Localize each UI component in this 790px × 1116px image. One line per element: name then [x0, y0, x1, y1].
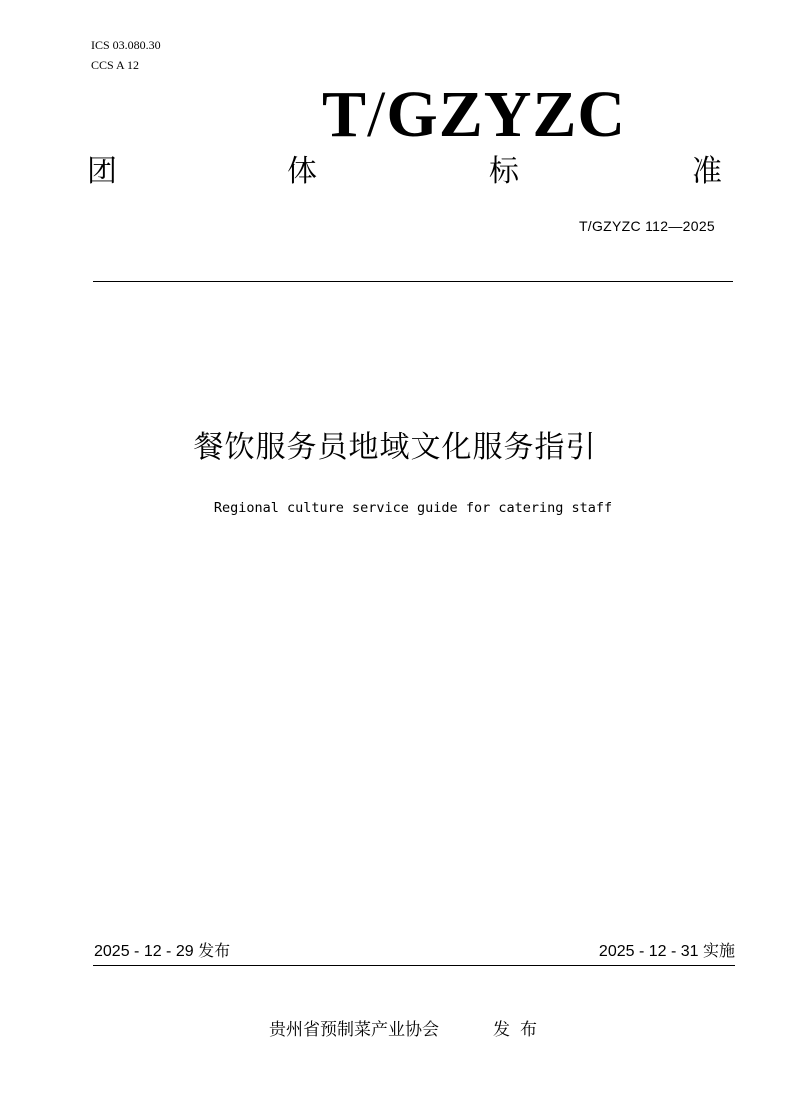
category-char-2: 体 — [287, 155, 317, 188]
title-chinese: 餐饮服务员地域文化服务指引 — [193, 431, 597, 464]
category-char-4: 准 — [692, 155, 722, 188]
publisher-name: 贵州省预制菜产业协会 — [269, 1020, 439, 1039]
standard-logo — [322, 80, 694, 150]
logo-prefix: T — [322, 78, 368, 151]
category-char-1: 团 — [87, 155, 117, 188]
title-english: Regional culture service guide for catering staff — [213, 500, 613, 516]
category-char-3: 标 — [489, 155, 519, 188]
bottom-divider — [93, 965, 735, 966]
top-divider — [93, 281, 733, 282]
standard-number: T/GZYZC 112—2025 — [578, 218, 715, 234]
publish-date: 2025 - 12 - 29 发布 — [94, 943, 231, 960]
implement-date: 2025 - 12 - 31 实施 — [598, 943, 735, 960]
publish-label: 发布 — [493, 1020, 547, 1039]
ics-code: ICS 03.080.30 — [91, 38, 161, 52]
logo-suffix: GZYZC — [386, 78, 627, 151]
logo-slash: / — [367, 78, 387, 151]
ccs-code: CCS A 12 — [91, 58, 140, 72]
